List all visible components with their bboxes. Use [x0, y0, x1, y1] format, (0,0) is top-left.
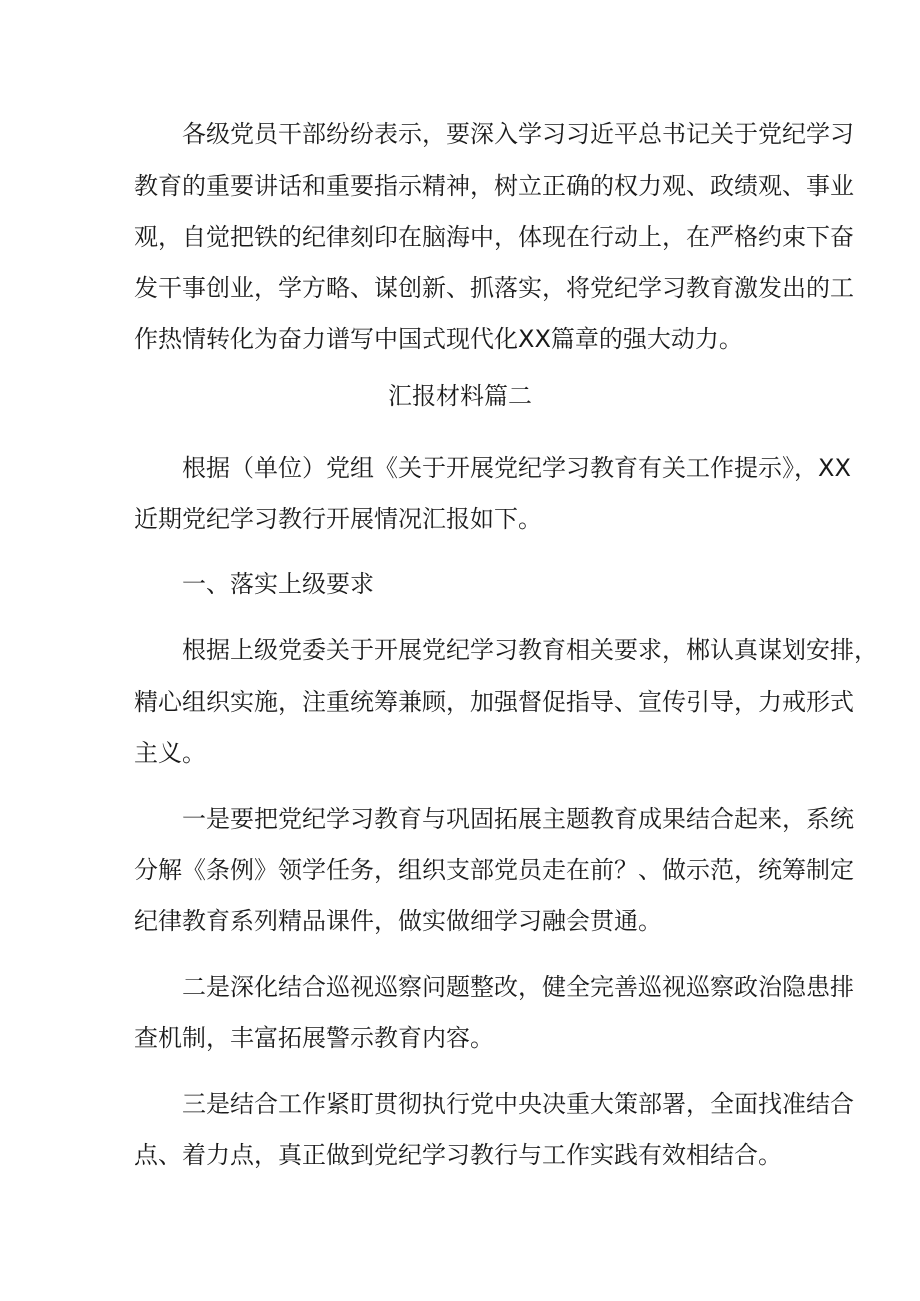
paragraph-3-line-2: 精心组织实施，注重统筹兼顾，加强督促指导、宣传引导，力戒形式: [134, 688, 854, 716]
paragraph-3-line-1: 根据上级党委关于开展党纪学习教育相关要求，郴认真谋划安排，: [182, 636, 878, 664]
paragraph-2-line-1: 根据（单位）党组《关于开展党纪学习教育有关工作提示》，XX: [182, 454, 851, 482]
paragraph-5-line-1: 二是深化结合巡视巡察问题整改，健全完善巡视巡察政治隐患排: [182, 973, 854, 1001]
paragraph-4-line-3: 纪律教育系列精品课件，做实做细学习融会贯通。: [134, 907, 662, 935]
paragraph-1-line-3: 观，自觉把铁的纪律刻印在脑海中，体现在行动上，在严格约束下奋: [134, 223, 854, 251]
paragraph-4-line-2: 分解《条例》领学任务，组织支部党员走在前？、做示范，统筹制定: [134, 856, 854, 884]
paragraph-4-line-1: 一是要把党纪学习教育与巩固拓展主题教育成果结合起来，系统: [182, 805, 854, 833]
paragraph-6-line-2: 点、着力点，真正做到党纪学习教行与工作实践有效相结合。: [134, 1141, 782, 1169]
paragraph-1-line-4: 发干事创业，学方略、谋创新、抓落实，将党纪学习教育激发出的工: [134, 274, 854, 302]
paragraph-1-line-2: 教育的重要讲话和重要指示精神，树立正确的权力观、政绩观、事业: [134, 172, 854, 200]
paragraph-3-line-3: 主义。: [134, 739, 206, 767]
section-title: 汇报材料篇二: [388, 382, 532, 410]
subheading-1: 一、落实上级要求: [182, 570, 374, 598]
paragraph-6-line-1: 三是结合工作紧盯贯彻执行党中央决重大策部署，全面找准结合: [182, 1090, 854, 1118]
paragraph-2-line-2: 近期党纪学习教行开展情况汇报如下。: [134, 505, 542, 533]
paragraph-1-line-1: 各级党员干部纷纷表示，要深入学习习近平总书记关于党纪学习: [182, 120, 854, 148]
paragraph-5-line-2: 查机制，丰富拓展警示教育内容。: [134, 1024, 494, 1052]
paragraph-1-line-5: 作热情转化为奋力谱写中国式现代化XX篇章的强大动力。: [134, 325, 743, 353]
